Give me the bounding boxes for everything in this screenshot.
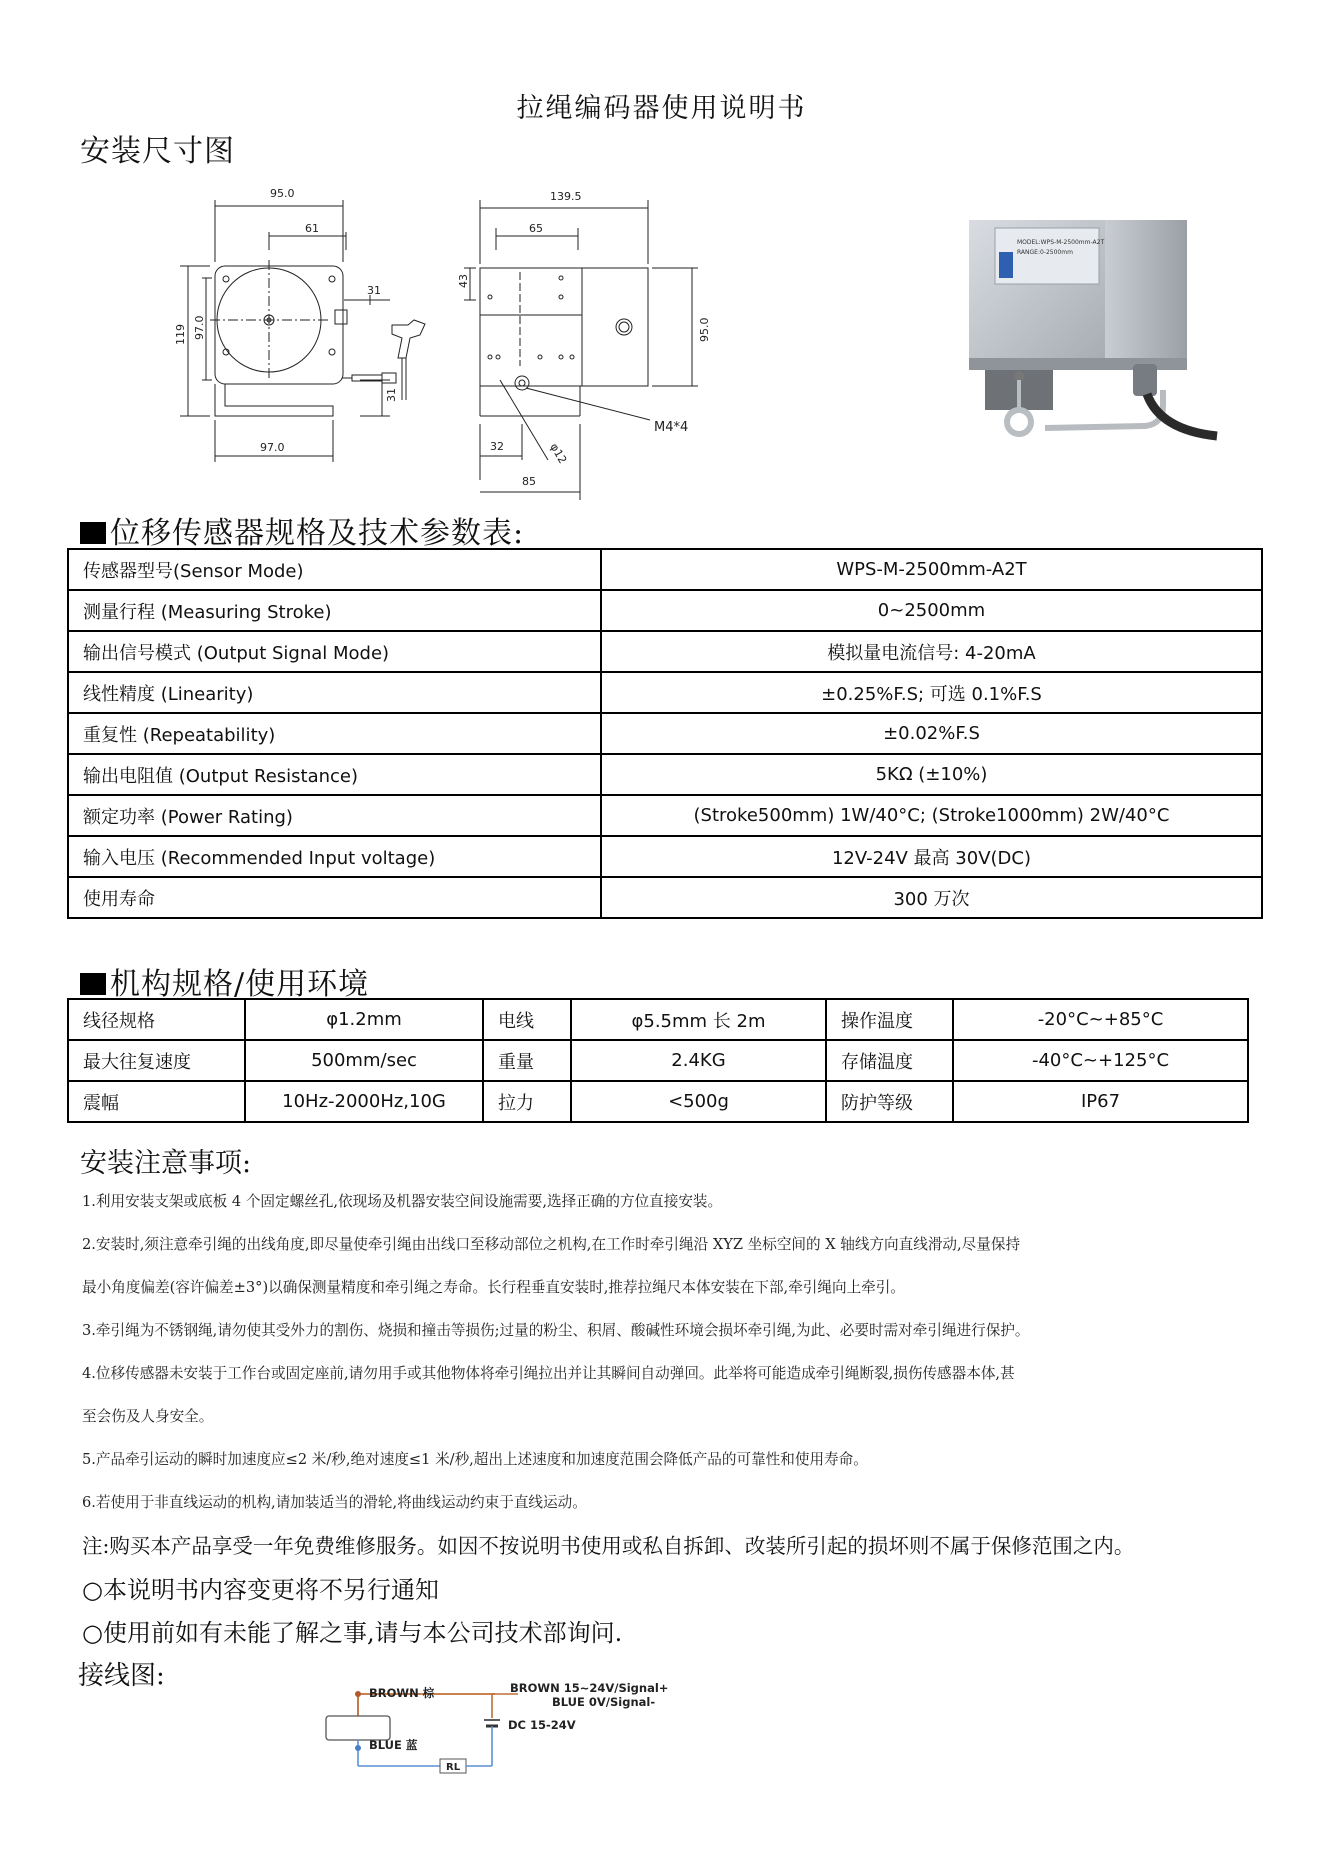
spec-table	[67, 548, 1263, 919]
dim-front-top: 95.0	[270, 187, 295, 200]
env-cell: 防护等级	[826, 1081, 953, 1122]
spec-label: 线性精度 (Linearity)	[68, 672, 601, 713]
wiring-diagram	[320, 1676, 680, 1786]
env-cell: 10Hz-2000Hz,10G	[245, 1081, 483, 1122]
spec-value: (Stroke500mm) 1W/40°C; (Stroke1000mm) 2W/40°C	[601, 795, 1262, 836]
spec-label: 使用寿命	[68, 877, 601, 918]
legend-brown: BROWN 15~24V/Signal+	[510, 1681, 669, 1695]
table-row	[68, 795, 1262, 836]
notice-2: ○使用前如有未能了解之事,请与本公司技术部询问.	[82, 1619, 623, 1647]
spec-heading	[80, 508, 524, 552]
env-cell: <500g	[571, 1081, 826, 1122]
blue-terminal-icon	[355, 1745, 361, 1751]
env-heading-text: 机构规格/使用环境	[110, 967, 370, 1002]
note-2b: 最小角度偏差(容许偏差±3°)以确保测量精度和牵引绳之寿命。长行程垂直安装时,推荐拉绳尺本体安装在下部,牵引绳向上牵引。	[82, 1279, 905, 1296]
note-5: 5.产品牵引运动的瞬时加速度应≤2 米/秒,绝对速度≤1 米/秒,超出上述速度和加速度范围会降低产品的可靠性和使用寿命。	[82, 1451, 868, 1468]
photo-plate-line2: RANGE:0-2500mm	[1017, 249, 1073, 256]
spec-label: 输出电阻值 (Output Resistance)	[68, 754, 601, 795]
square-bullet-icon	[80, 973, 106, 995]
spec-value: 300 万次	[601, 877, 1262, 918]
dim-side-85: 85	[522, 475, 536, 488]
env-cell: φ5.5mm 长 2m	[571, 999, 826, 1040]
dim-front-bottom: 97.0	[260, 441, 285, 454]
env-cell: 重量	[483, 1040, 571, 1081]
dim-front-61: 61	[305, 222, 319, 235]
table-row	[68, 999, 1248, 1040]
brown-label: BROWN 棕	[369, 1686, 435, 1700]
note-4b: 至会伤及人身安全。	[82, 1408, 214, 1425]
spec-label: 重复性 (Repeatability)	[68, 713, 601, 754]
table-row	[68, 590, 1262, 631]
table-row	[68, 1081, 1248, 1122]
warranty-note: 注:购买本产品享受一年免费维修服务。如因不按说明书使用或私自拆卸、改装所引起的损坏则不属于保修范围之内。	[82, 1534, 1135, 1558]
note-2a: 2.安装时,须注意牵引绳的出线角度,即尽量使牵引绳由出线口至移动部位之机构,在工作时牵引绳沿 XYZ 坐标空间的 X 轴线方向直线滑动,尽量保持	[82, 1236, 1021, 1253]
spec-label: 输入电压 (Recommended Input voltage)	[68, 836, 601, 877]
env-cell: IP67	[953, 1081, 1248, 1122]
document-title: 拉绳编码器使用说明书	[516, 93, 807, 124]
dim-side-65: 65	[529, 222, 543, 235]
sensor-box	[326, 1716, 390, 1740]
spec-value: 12V-24V 最高 30V(DC)	[601, 836, 1262, 877]
product-photo	[955, 210, 1225, 450]
env-cell: 电线	[483, 999, 571, 1040]
table-row	[68, 549, 1262, 590]
dim-side-95: 95.0	[698, 317, 711, 342]
table-row	[68, 836, 1262, 877]
env-table	[67, 998, 1249, 1123]
spec-value: WPS-M-2500mm-A2T	[601, 549, 1262, 590]
dc-label: DC 15-24V	[508, 1718, 576, 1732]
dim-side-43: 43	[457, 274, 470, 288]
dim-front-97v: 97.0	[193, 315, 206, 340]
spec-value: ±0.02%F.S	[601, 713, 1262, 754]
spec-value: 0~2500mm	[601, 590, 1262, 631]
spec-value: 模拟量电流信号: 4-20mA	[601, 631, 1262, 672]
table-row	[68, 1040, 1248, 1081]
env-cell: 最大往复速度	[68, 1040, 245, 1081]
env-cell: 存储温度	[826, 1040, 953, 1081]
spec-value: ±0.25%F.S; 可选 0.1%F.S	[601, 672, 1262, 713]
wiring-heading: 接线图:	[78, 1661, 165, 1691]
dim-front-31v: 31	[385, 388, 398, 402]
spec-heading-text: 位移传感器规格及技术参数表:	[110, 516, 525, 551]
dim-side-top: 139.5	[550, 190, 582, 203]
env-heading	[80, 959, 369, 1003]
env-cell: -20°C~+85°C	[953, 999, 1248, 1040]
dim-side-m4: M4*4	[654, 420, 689, 435]
table-row	[68, 754, 1262, 795]
dimension-drawing	[120, 180, 760, 500]
spec-label: 传感器型号(Sensor Mode)	[68, 549, 601, 590]
note-6: 6.若使用于非直线运动的机构,请加装适当的滑轮,将曲线运动约束于直线运动。	[82, 1494, 587, 1511]
notice-1: ○本说明书内容变更将不另行通知	[82, 1576, 439, 1604]
env-cell: 震幅	[68, 1081, 245, 1122]
note-1: 1.利用安装支架或底板 4 个固定螺丝孔,依现场及机器安装空间设施需要,选择正确的方位直接安装。	[82, 1193, 723, 1210]
photo-plate-line1: MODEL:WPS-M-2500mm-A2T	[1017, 239, 1105, 246]
table-row	[68, 672, 1262, 713]
note-3: 3.牵引绳为不锈钢绳,请勿使其受外力的割伤、烧损和撞击等损伤;过量的粉尘、积屑、酸碱性环境会损坏牵引绳,为此、必要时需对牵引绳进行保护。	[82, 1322, 1030, 1339]
spec-label: 测量行程 (Measuring Stroke)	[68, 590, 601, 631]
square-bullet-icon	[80, 522, 106, 544]
table-row	[68, 877, 1262, 918]
rl-label: RL	[446, 1762, 461, 1773]
dim-front-31h: 31	[367, 284, 381, 297]
env-cell: 500mm/sec	[245, 1040, 483, 1081]
dim-side-32: 32	[490, 440, 504, 453]
env-cell: 拉力	[483, 1081, 571, 1122]
install-notes-heading: 安装注意事项:	[80, 1148, 252, 1179]
env-cell: 操作温度	[826, 999, 953, 1040]
table-row	[68, 713, 1262, 754]
env-cell: -40°C~+125°C	[953, 1040, 1248, 1081]
legend-blue: BLUE 0V/Signal-	[552, 1695, 656, 1709]
spec-value: 5KΩ (±10%)	[601, 754, 1262, 795]
spec-label: 额定功率 (Power Rating)	[68, 795, 601, 836]
env-cell: φ1.2mm	[245, 999, 483, 1040]
blue-label: BLUE 蓝	[369, 1738, 418, 1752]
env-cell: 线径规格	[68, 999, 245, 1040]
spec-label: 输出信号模式 (Output Signal Mode)	[68, 631, 601, 672]
env-cell: 2.4KG	[571, 1040, 826, 1081]
brown-terminal-icon	[355, 1691, 361, 1697]
dim-front-119: 119	[174, 324, 187, 345]
table-row	[68, 631, 1262, 672]
install-dimensions-heading: 安装尺寸图	[80, 134, 235, 169]
note-4a: 4.位移传感器未安装于工作台或固定座前,请勿用手或其他物体将牵引绳拉出并让其瞬间自动弹回。此举将可能造成牵引绳断裂,损伤传感器本体,甚	[82, 1365, 1015, 1382]
dim-side-12: φ12	[547, 441, 570, 466]
